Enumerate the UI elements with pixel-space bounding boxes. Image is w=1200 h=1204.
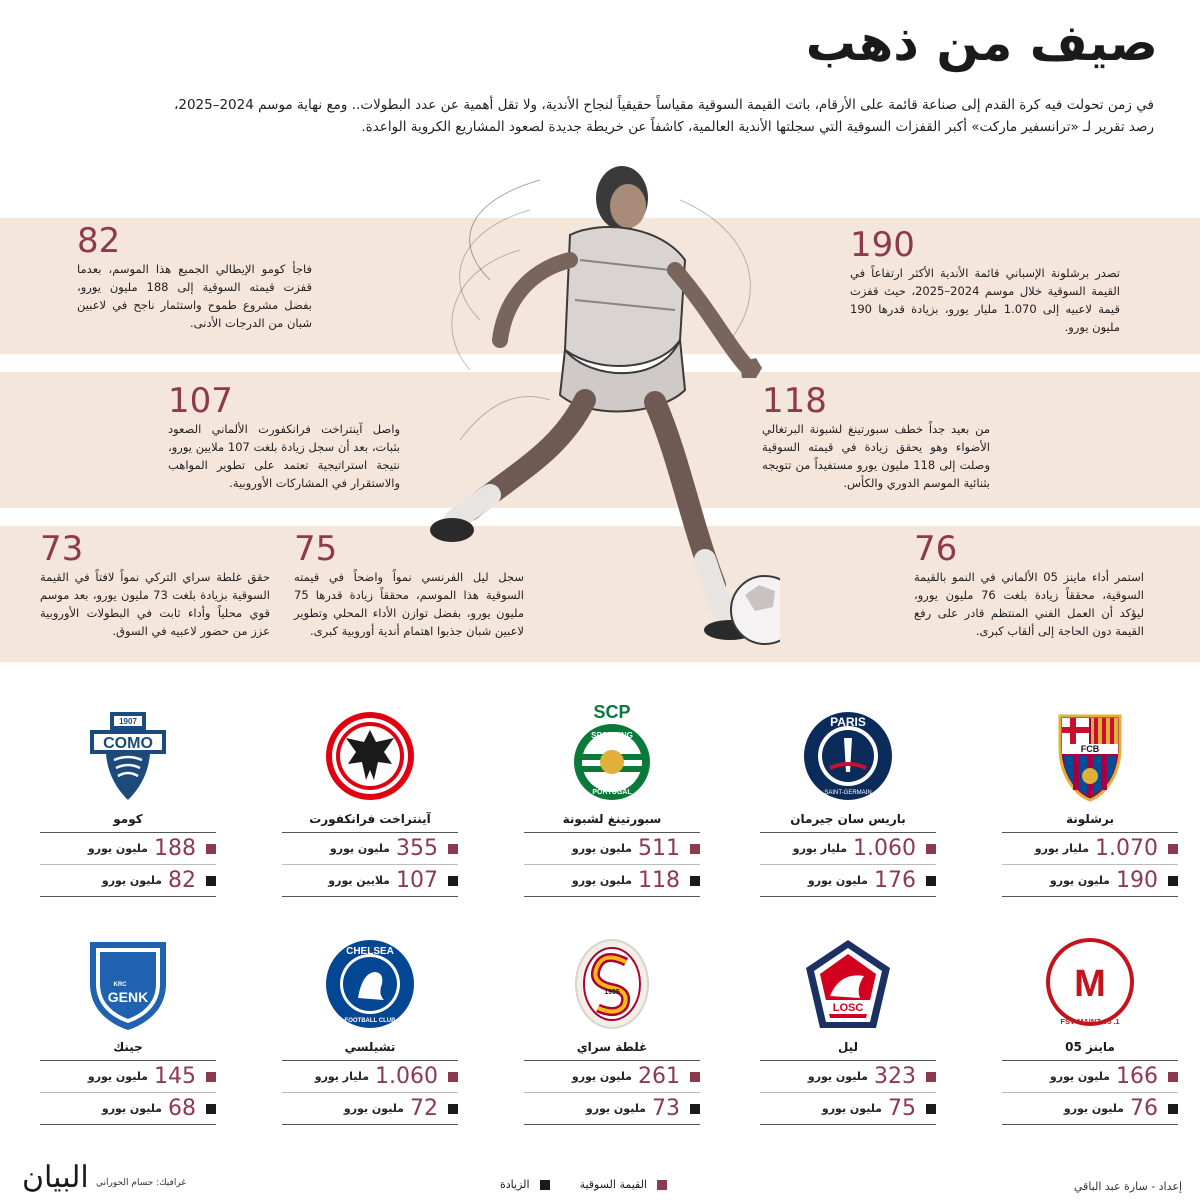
club-name: ماينز 05 <box>1002 1040 1178 1061</box>
increase-value: 107 <box>396 868 438 893</box>
lille-crest-icon <box>800 936 896 1032</box>
market-value: 1.070 <box>1095 836 1158 861</box>
market-value-unit: مليار يورو <box>792 842 848 855</box>
increase-row <box>40 1093 216 1125</box>
increase-unit: مليون يورو <box>821 1102 882 1115</box>
market-value: 145 <box>154 1064 196 1089</box>
increase-marker <box>1168 1104 1178 1114</box>
market-value-row <box>282 1061 458 1093</box>
club-card-genk <box>40 936 216 1125</box>
galatasaray-crest-year: 1905 <box>604 989 620 996</box>
club-name: ليل <box>760 1040 936 1061</box>
market-value: 261 <box>638 1064 680 1089</box>
club-card-como <box>40 708 216 897</box>
increase-marker <box>1168 876 1178 886</box>
market-value-unit: مليون يورو <box>1049 1070 1110 1083</box>
market-value-unit: مليار يورو <box>314 1070 370 1083</box>
barcelona-crest-text: FCB <box>1080 744 1100 754</box>
club-name: برشلونة <box>1002 812 1178 833</box>
increase-row <box>282 865 458 897</box>
club-name: سبورتينغ لشبونة <box>524 812 700 833</box>
market-value-unit: مليون يورو <box>87 842 148 855</box>
market-value-unit: مليون يورو <box>329 842 390 855</box>
chelsea-crest-top: CHELSEA <box>346 946 394 957</box>
stat-barcelona <box>850 226 1120 336</box>
stat-number: 82 <box>77 221 121 261</box>
increase-value: 190 <box>1116 868 1158 893</box>
market-value-row <box>40 1061 216 1093</box>
como-crest-icon <box>80 708 176 804</box>
increase-value: 118 <box>638 868 680 893</box>
club-name: غلطة سراي <box>524 1040 700 1061</box>
como-crest-text: COMO <box>103 735 153 752</box>
legend-market-value: القيمة السوقية <box>579 1178 647 1191</box>
increase-marker <box>690 876 700 886</box>
market-value-marker <box>1168 1072 1178 1082</box>
increase-marker <box>448 876 458 886</box>
sporting-crest-icon <box>564 700 660 804</box>
market-value-row <box>1002 1061 1178 1093</box>
genk-crest-icon <box>80 936 176 1032</box>
market-value: 1.060 <box>375 1064 438 1089</box>
frankfurt-crest-icon <box>322 708 418 804</box>
increase-row <box>1002 865 1178 897</box>
market-value-row <box>282 833 458 865</box>
increase-value: 75 <box>888 1096 916 1121</box>
club-card-barcelona <box>1002 708 1178 897</box>
stat-lille <box>294 530 524 640</box>
sporting-crest-bottom: PORTUGAL <box>592 789 632 796</box>
club-name: كومو <box>40 812 216 833</box>
prepared-by: إعداد - سارة عبد الباقي <box>1073 1180 1182 1193</box>
club-card-lille <box>760 936 936 1125</box>
stat-mainz <box>914 530 1144 640</box>
stat-text: استمر أداء ماينز 05 الألماني في النمو بالقيمة السوقية، محققاً زيادة بلغت 76 مليون يورو، ليؤكد أن العمل الفني المنتظم قادر على رفع القيمة دون الحاجة إلى ألقاب كبرى. <box>914 570 1144 638</box>
mainz-crest-icon <box>1042 936 1138 1032</box>
increase-unit: مليون يورو <box>1063 1102 1124 1115</box>
barcelona-crest-icon <box>1042 708 1138 804</box>
market-value-marker <box>448 844 458 854</box>
stat-number: 73 <box>40 529 84 569</box>
increase-row <box>282 1093 458 1125</box>
stat-text: حقق غلطة سراي التركي نمواً لافتاً في القيمة السوقية بزيادة بلغت 73 مليون يورو، بعد موسم قوي محلياً وأداء ثابت في البطولات الأوروبية عزز من حضور لاعبيه في السوق. <box>40 570 270 638</box>
increase-marker <box>448 1104 458 1114</box>
stat-como <box>77 222 312 332</box>
club-card-chelsea <box>282 936 458 1125</box>
stat-text: تصدر برشلونة الإسباني قائمة الأندية الأكثر ارتفاعاً في القيمة السوقية خلال موسم 2024–2025، حيث قفزت قيمة لاعبيه إلى 1.070 مليار يورو، بزيادة قدرها 190 مليون يورو. <box>850 266 1120 334</box>
graphic-credit: غرافيك: حسام الحوراني <box>96 1178 186 1188</box>
brand-logo: البيان <box>22 1160 89 1195</box>
increase-value: 68 <box>168 1096 196 1121</box>
increase-unit: مليون يورو <box>343 1102 404 1115</box>
market-value-marker <box>690 844 700 854</box>
market-value-unit: مليون يورو <box>807 1070 868 1083</box>
genk-crest-text: GENK <box>107 989 149 1005</box>
market-value-marker <box>926 1072 936 1082</box>
increase-row <box>524 865 700 897</box>
market-value-marker <box>1168 844 1178 854</box>
club-card-frankfurt <box>282 708 458 897</box>
market-value-unit: مليون يورو <box>571 1070 632 1083</box>
stat-text: من بعيد جداً خطف سبورتينغ لشبونة البرتغالي الأضواء وهو يحقق زيادة في قيمته السوقية وصلت إلى 118 مليون يورو مستفيداً من تتويجه بثنائية الموسم الدوري والكأس. <box>762 422 990 490</box>
stat-number: 76 <box>914 529 958 569</box>
market-value: 166 <box>1116 1064 1158 1089</box>
stat-text: سجل ليل الفرنسي نمواً واضحاً في قيمته السوقية هذا الموسم، محققاً زيادة قدرها 75 مليون يورو، بفضل توازن الأداء المحلي وتطوير لاعبين شبان جذبوا اهتمام أندية أوروبية كبرى. <box>294 570 524 638</box>
market-value-row <box>524 1061 700 1093</box>
increase-unit: ملايين يورو <box>328 874 390 887</box>
increase-row <box>760 865 936 897</box>
sporting-crest-ring: SPORTING <box>591 731 633 740</box>
increase-unit: مليون يورو <box>585 1102 646 1115</box>
market-value-unit: مليار يورو <box>1034 842 1090 855</box>
galatasaray-crest-icon <box>564 936 660 1032</box>
increase-unit: مليون يورو <box>571 874 632 887</box>
legend-market-value-marker <box>657 1180 667 1190</box>
increase-row <box>524 1093 700 1125</box>
club-name: آينتراخت فرانكفورت <box>282 812 458 833</box>
market-value: 323 <box>874 1064 916 1089</box>
psg-crest-bottom: SAINT-GERMAIN <box>824 790 872 796</box>
svg-text:M: M <box>1074 963 1106 1005</box>
stat-text: واصل آينتراخت فرانكفورت الألماني الصعود بثبات، بعد أن سجل زيادة بلغت 107 ملايين يورو، نتيجة استراتيجية تعتمد على تطوير المواهب والاستقرار في المشاركات الأوروبية. <box>168 422 401 490</box>
club-card-sporting <box>524 700 700 897</box>
market-value-marker <box>926 844 936 854</box>
increase-value: 73 <box>652 1096 680 1121</box>
stat-number: 190 <box>850 225 915 265</box>
sporting-crest-top: SCP <box>593 702 631 722</box>
market-value: 1.060 <box>853 836 916 861</box>
increase-marker <box>206 1104 216 1114</box>
market-value-row <box>760 1061 936 1093</box>
club-name: تشيلسي <box>282 1040 458 1061</box>
psg-crest-top: PARIS <box>830 715 866 729</box>
como-crest-year: 1907 <box>119 717 137 726</box>
intro-paragraph: في زمن تحولت فيه كرة القدم إلى صناعة قائمة على الأرقام، باتت القيمة السوقية مقياساً حقيقياً لنجاح الأندية، ولا تقل أهمية عن عدد البطولات.. ومع نهاية موسم 2024–2025، رصد تقرير لـ «ترانسفير ماركت» أكبر القفزات السوقية التي سجلتها الأندية العالمية، كاشفاً عن خريطة جديدة لصعود المشاريع الكروية الواعدة. <box>174 97 1154 135</box>
club-name: باريس سان جيرمان <box>760 812 936 833</box>
increase-value: 82 <box>168 868 196 893</box>
market-value-marker <box>690 1072 700 1082</box>
market-value-unit: مليون يورو <box>87 1070 148 1083</box>
market-value: 188 <box>154 836 196 861</box>
market-value-row <box>40 833 216 865</box>
stat-number: 118 <box>762 381 827 421</box>
footer <box>0 1160 1200 1204</box>
increase-row <box>40 865 216 897</box>
market-value: 511 <box>638 836 680 861</box>
increase-row <box>1002 1093 1178 1125</box>
lille-crest-text: LOSC <box>832 1002 864 1014</box>
market-value-row <box>1002 833 1178 865</box>
increase-row <box>760 1093 936 1125</box>
page-title: صيف من ذهب <box>805 14 1158 72</box>
stat-number: 75 <box>294 529 338 569</box>
stat-number: 107 <box>168 381 233 421</box>
legend-increase: الزيادة <box>500 1178 530 1191</box>
increase-unit: مليون يورو <box>101 1102 162 1115</box>
increase-marker <box>206 876 216 886</box>
increase-unit: مليون يورو <box>807 874 868 887</box>
legend-increase-marker <box>540 1180 550 1190</box>
stat-galatasaray <box>40 530 270 640</box>
psg-crest-icon <box>800 708 896 804</box>
increase-unit: مليون يورو <box>101 874 162 887</box>
increase-value: 72 <box>410 1096 438 1121</box>
club-card-mainz <box>1002 936 1178 1125</box>
increase-marker <box>690 1104 700 1114</box>
market-value-marker <box>206 1072 216 1082</box>
market-value-marker <box>206 844 216 854</box>
club-card-psg <box>760 708 936 897</box>
chelsea-crest-icon <box>322 936 418 1032</box>
increase-marker <box>926 876 936 886</box>
mainz-crest-text: 1. FSV MAINZ 05 <box>1060 1017 1120 1026</box>
market-value-marker <box>448 1072 458 1082</box>
chelsea-crest-bottom: FOOTBALL CLUB <box>344 1018 396 1024</box>
club-card-galatasaray <box>524 936 700 1125</box>
legend <box>500 1178 667 1191</box>
increase-value: 176 <box>874 868 916 893</box>
stat-text: فاجأ كومو الإيطالي الجميع هذا الموسم، بعدما قفزت قيمته السوقية إلى 188 مليون يورو، بفضل مشروع طموح واستثمار ناجح في لاعبين شبان من الدرجات الأدنى. <box>77 262 312 330</box>
stat-sporting <box>762 382 990 492</box>
genk-crest-small: KRC <box>113 982 127 988</box>
market-value: 355 <box>396 836 438 861</box>
increase-value: 76 <box>1130 1096 1158 1121</box>
market-value-unit: مليون يورو <box>571 842 632 855</box>
increase-unit: مليون يورو <box>1049 874 1110 887</box>
market-value-row <box>760 833 936 865</box>
market-value-row <box>524 833 700 865</box>
increase-marker <box>926 1104 936 1114</box>
stat-frankfurt <box>168 382 400 492</box>
club-name: جينك <box>40 1040 216 1061</box>
